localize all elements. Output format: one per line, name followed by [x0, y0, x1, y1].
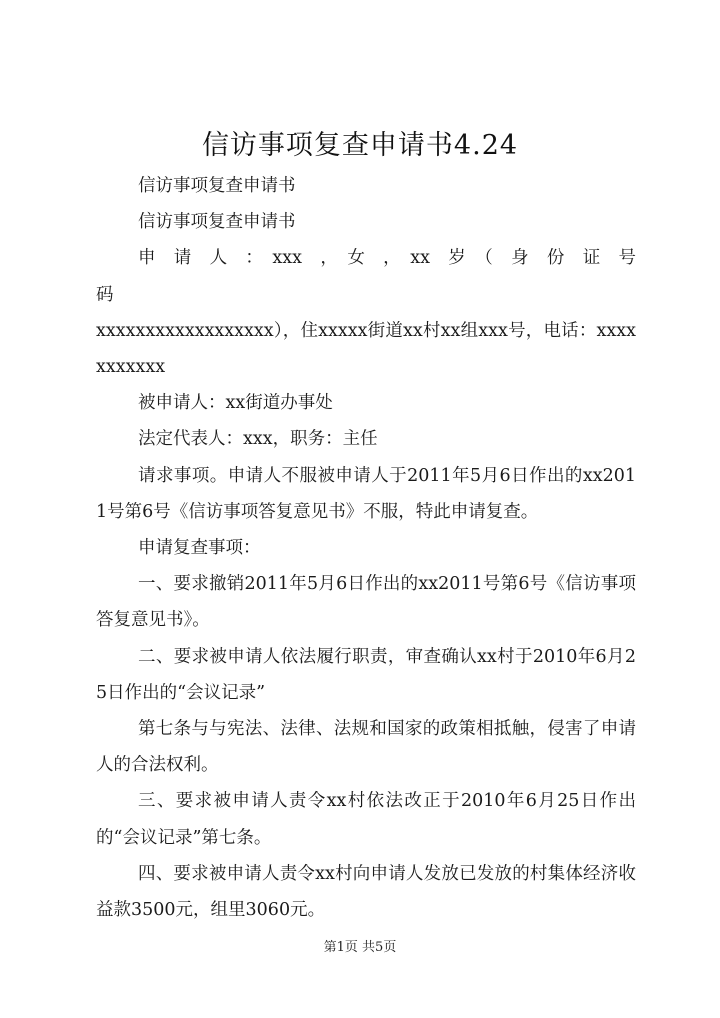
paragraph-item-1: 一、要求撤销2011年5月6日作出的xx2011号第6号《信访事项答复意见书》。 — [96, 574, 636, 631]
document-title: 信访事项复查申请书4.24 — [201, 130, 519, 161]
paragraph-respondent: 被申请人：xx街道办事处 — [138, 393, 333, 414]
paragraph-item-2-continued: 第七条与与宪法、法律、法规和国家的政策相抵触，侵害了申请人的合法权利。 — [96, 719, 636, 776]
page-number-footer: 第1页 共5页 — [323, 940, 397, 955]
paragraph-request: 请求事项。申请人不服被申请人于2011年5月6日作出的xx2011号第6号《信访事项答复意见书》不服，特此申请复查。 — [96, 465, 636, 522]
paragraph-review-items-heading: 申请复查事项： — [138, 538, 261, 559]
document-body — [96, 168, 654, 928]
paragraph-heading-1: 信访事项复查申请书 — [138, 176, 296, 196]
paragraph-applicant-details: xxxxxxxxxxxxxxxxxx），住xxxxx街道xx村xx组xxx号，电话：xxxxxxxxxxx — [96, 320, 636, 378]
paragraph-item-3: 三、要求被申请人责令xx村依法改正于2010年6月25日作出的“会议记录”第七条。 — [96, 791, 636, 848]
paragraph-item-4: 四、要求被申请人责令xx村向申请人发放已发放的村集体经济收益款3500元，组里3060元。 — [96, 863, 636, 921]
paragraph-item-2: 二、要求被申请人依法履行职责，审查确认xx村于2010年6月25日作出的“会议记录” — [96, 646, 636, 703]
paragraph-applicant-line: 申 请 人 ： xxx ， 女 ， xx 岁 （ 身 份 证 号 码 — [96, 248, 654, 305]
paragraph-legal-representative: 法定代表人：xxx，职务：主任 — [138, 429, 378, 450]
paragraph-heading-2: 信访事项复查申请书 — [138, 212, 296, 233]
